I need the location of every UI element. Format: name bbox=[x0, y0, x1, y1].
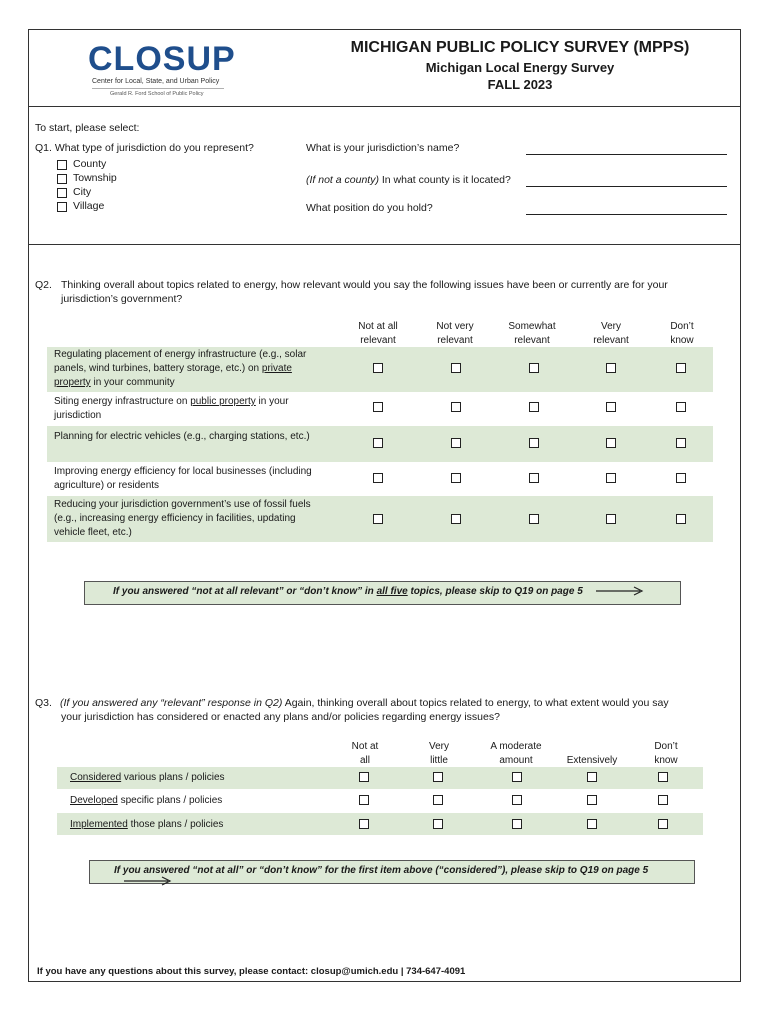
survey-subtitle: Michigan Local Energy Survey bbox=[425, 60, 615, 75]
q3-r2-dont-know[interactable] bbox=[658, 795, 668, 805]
logo-affiliation: Gerald R. Ford School of Public Policy bbox=[110, 91, 204, 97]
q1-question: Q1. What type of jurisdiction do you represent? bbox=[35, 142, 254, 154]
arrow-right-icon bbox=[596, 586, 644, 596]
q2-item-energy-efficiency: Improving energy efficiency for local businesses (including agriculture) or residents bbox=[54, 466, 312, 491]
q2-text-line2: jurisdiction’s government? bbox=[61, 293, 183, 305]
option-county: County bbox=[73, 158, 107, 170]
q3-r1-moderate[interactable] bbox=[512, 772, 522, 782]
survey-title: MICHIGAN PUBLIC POLICY SURVEY (MPPS) bbox=[350, 39, 690, 56]
survey-season: FALL 2023 bbox=[487, 77, 553, 92]
jurisdiction-name-field[interactable] bbox=[526, 154, 727, 155]
q3-skip-note: If you answered “not at all” or “don’t know” for the first item above (“considered”), please skip to Q19 on page 5 bbox=[89, 860, 695, 884]
q2-col-not-at-all: Not at all relevant bbox=[358, 321, 398, 346]
q3-r1-extensively[interactable] bbox=[587, 772, 597, 782]
q3-col-dont-know: Don’t know bbox=[654, 741, 678, 766]
checkbox-village[interactable] bbox=[57, 202, 67, 212]
q3-col-extensively: Extensively bbox=[566, 755, 618, 766]
q3-r2-extensively[interactable] bbox=[587, 795, 597, 805]
option-township: Township bbox=[73, 172, 117, 184]
q3-r3-very-little[interactable] bbox=[433, 819, 443, 829]
option-city: City bbox=[73, 186, 92, 198]
q2-r5-very[interactable] bbox=[606, 514, 616, 524]
q3-col-not-at-all: Not at all bbox=[351, 741, 379, 766]
q3-item-considered: Considered various plans / policies bbox=[70, 772, 225, 783]
q2-r4-not-at-all[interactable] bbox=[373, 473, 383, 483]
q2-r5-not-at-all[interactable] bbox=[373, 514, 383, 524]
county-label: (If not a county) In what county is it located? bbox=[306, 174, 511, 186]
q2-item-private-property: Regulating placement of energy infrastructure (e.g., solar panels, wind turbines, battery storage, etc.) on private property in your community bbox=[54, 349, 307, 388]
q3-col-very-little: Very little bbox=[428, 741, 449, 766]
divider bbox=[28, 106, 741, 107]
q2-r2-very[interactable] bbox=[606, 402, 616, 412]
q2-r2-somewhat[interactable] bbox=[529, 402, 539, 412]
q2-r5-not-very[interactable] bbox=[451, 514, 461, 524]
q2-item-fossil-fuels: Reducing your jurisdiction government’s use of fossil fuels (e.g., increasing energy efficiency in facilities, updating vehicle fleet, etc.) bbox=[54, 499, 311, 538]
q3-r2-very-little[interactable] bbox=[433, 795, 443, 805]
q2-r5-dont-know[interactable] bbox=[676, 514, 686, 524]
q2-r2-not-very[interactable] bbox=[451, 402, 461, 412]
q2-r4-dont-know[interactable] bbox=[676, 473, 686, 483]
q3-item-implemented: Implemented those plans / policies bbox=[70, 819, 224, 830]
logo-tagline: Center for Local, State, and Urban Policy bbox=[92, 78, 220, 85]
q3-r2-moderate[interactable] bbox=[512, 795, 522, 805]
county-field[interactable] bbox=[526, 186, 727, 187]
q2-col-very: Very relevant bbox=[593, 321, 629, 346]
q2-r3-very[interactable] bbox=[606, 438, 616, 448]
q3-col-moderate: A moderate amount bbox=[490, 741, 542, 766]
q2-r1-not-at-all[interactable] bbox=[373, 363, 383, 373]
q2-label: Q2. bbox=[35, 279, 52, 291]
q3-r3-moderate[interactable] bbox=[512, 819, 522, 829]
q2-col-somewhat: Somewhat relevant bbox=[508, 321, 556, 346]
checkbox-city[interactable] bbox=[57, 188, 67, 198]
q3-label: Q3. bbox=[35, 697, 52, 709]
closup-logo bbox=[88, 40, 236, 102]
checkbox-township[interactable] bbox=[57, 174, 67, 184]
position-label: What position do you hold? bbox=[306, 202, 433, 214]
option-village: Village bbox=[73, 200, 105, 212]
q2-r1-not-very[interactable] bbox=[451, 363, 461, 373]
q3-item-developed: Developed specific plans / policies bbox=[70, 795, 223, 806]
q2-r5-somewhat[interactable] bbox=[529, 514, 539, 524]
q2-item-electric-vehicles: Planning for electric vehicles (e.g., charging stations, etc.) bbox=[54, 431, 310, 442]
q3-r2-not-at-all[interactable] bbox=[359, 795, 369, 805]
q2-col-not-very: Not very relevant bbox=[436, 321, 474, 346]
divider bbox=[28, 244, 741, 245]
q3-r1-dont-know[interactable] bbox=[658, 772, 668, 782]
q2-r1-somewhat[interactable] bbox=[529, 363, 539, 373]
q2-r3-somewhat[interactable] bbox=[529, 438, 539, 448]
arrow-right-icon bbox=[124, 876, 172, 886]
q3-text-line1: (If you answered any “relevant” response in Q2) Again, thinking overall about topics related to energy, to what extent would you say bbox=[60, 697, 669, 709]
q2-skip-note: If you answered “not at all relevant” or “don’t know” in all five topics, please skip to Q19 on page 5 bbox=[84, 581, 681, 605]
q2-r1-dont-know[interactable] bbox=[676, 363, 686, 373]
survey-title-block bbox=[300, 39, 740, 92]
q3-r3-dont-know[interactable] bbox=[658, 819, 668, 829]
q2-text-line1: Thinking overall about topics related to energy, how relevant would you say the following issues have been or currently are for your bbox=[61, 279, 668, 291]
checkbox-county[interactable] bbox=[57, 160, 67, 170]
q2-r3-dont-know[interactable] bbox=[676, 438, 686, 448]
q2-r4-not-very[interactable] bbox=[451, 473, 461, 483]
q3-r3-extensively[interactable] bbox=[587, 819, 597, 829]
intro-prompt: To start, please select: bbox=[35, 122, 140, 134]
logo-rule bbox=[92, 88, 224, 89]
position-field[interactable] bbox=[526, 214, 727, 215]
q2-col-dont-know: Don’t know bbox=[670, 321, 694, 346]
q2-r2-dont-know[interactable] bbox=[676, 402, 686, 412]
q2-r4-somewhat[interactable] bbox=[529, 473, 539, 483]
q2-r3-not-at-all[interactable] bbox=[373, 438, 383, 448]
q3-r1-very-little[interactable] bbox=[433, 772, 443, 782]
q3-r3-not-at-all[interactable] bbox=[359, 819, 369, 829]
jurisdiction-name-label: What is your jurisdiction’s name? bbox=[306, 142, 460, 154]
q2-r3-not-very[interactable] bbox=[451, 438, 461, 448]
q3-r1-not-at-all[interactable] bbox=[359, 772, 369, 782]
q2-r4-very[interactable] bbox=[606, 473, 616, 483]
q2-r1-very[interactable] bbox=[606, 363, 616, 373]
logo-wordmark: CLOSUP bbox=[88, 40, 236, 78]
footer-contact: If you have any questions about this survey, please contact: closup@umich.edu | 734-647-4091 bbox=[37, 966, 466, 977]
q3-text-line2: your jurisdiction has considered or enacted any plans and/or policies regarding energy issues? bbox=[61, 711, 500, 723]
q2-r2-not-at-all[interactable] bbox=[373, 402, 383, 412]
q2-item-public-property: Siting energy infrastructure on public property in your jurisdiction bbox=[54, 396, 289, 421]
